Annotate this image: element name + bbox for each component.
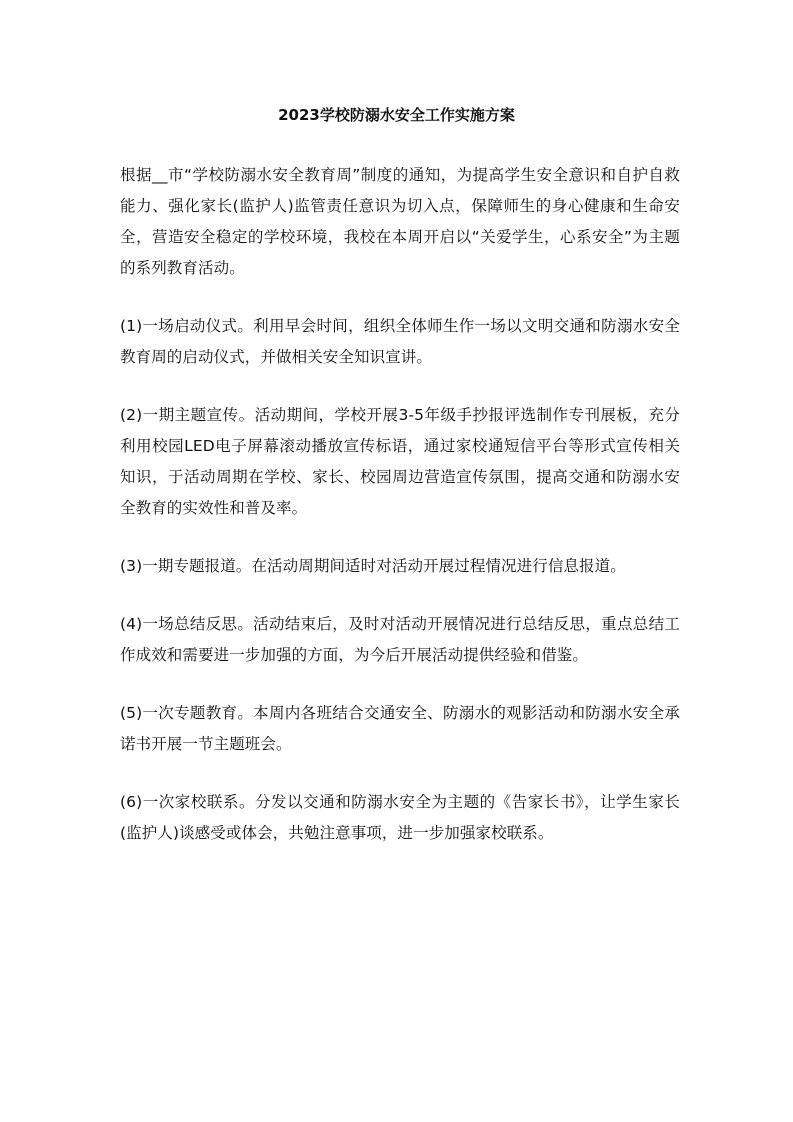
item-2-paragraph: (2)一期主题宣传。活动期间，学校开展3-5年级手抄报评选制作专刊展板，充分利用校园LED电子屏幕滚动播放宣传标语，通过家校通短信平台等形式宣传相关知识，于活动周期在学校、家长、校园周边营造宣传氛围，提高交通和防溺水安全教育的实效性和普及率。: [120, 406, 680, 517]
document-title: 2023学校防溺水安全工作实施方案: [278, 106, 515, 124]
document-body: [120, 160, 680, 876]
item-6-paragraph: (6)一次家校联系。分发以交通和防溺水安全为主题的《告家长书》，让学生家长(监护人)谈感受或体会，共勉注意事项，进一步加强家校联系。: [120, 793, 680, 842]
item-5-paragraph: (5)一次专题教育。本周内各班结合交通安全、防溺水的观影活动和防溺水安全承诺书开展一节主题班会。: [120, 704, 680, 753]
item-3-paragraph: (3)一期专题报道。在活动周期间适时对活动开展过程情况进行信息报道。: [120, 557, 626, 575]
item-1-paragraph: (1)一场启动仪式。利用早会时间，组织全体师生作一场以文明交通和防溺水安全教育周的启动仪式，并做相关安全知识宣讲。: [120, 317, 680, 366]
intro-paragraph: 根据__市“学校防溺水安全教育周”制度的通知，为提高学生安全意识和自护自救能力、强化家长(监护人)监管责任意识为切入点，保障师生的身心健康和生命安全，营造安全稳定的学校环境，我校在本周开启以“关爱学生，心系安全”为主题的系列教育活动。: [120, 166, 680, 277]
item-4-paragraph: (4)一场总结反思。活动结束后，及时对活动开展情况进行总结反思，重点总结工作成效和需要进一步加强的方面，为今后开展活动提供经验和借鉴。: [120, 615, 680, 664]
